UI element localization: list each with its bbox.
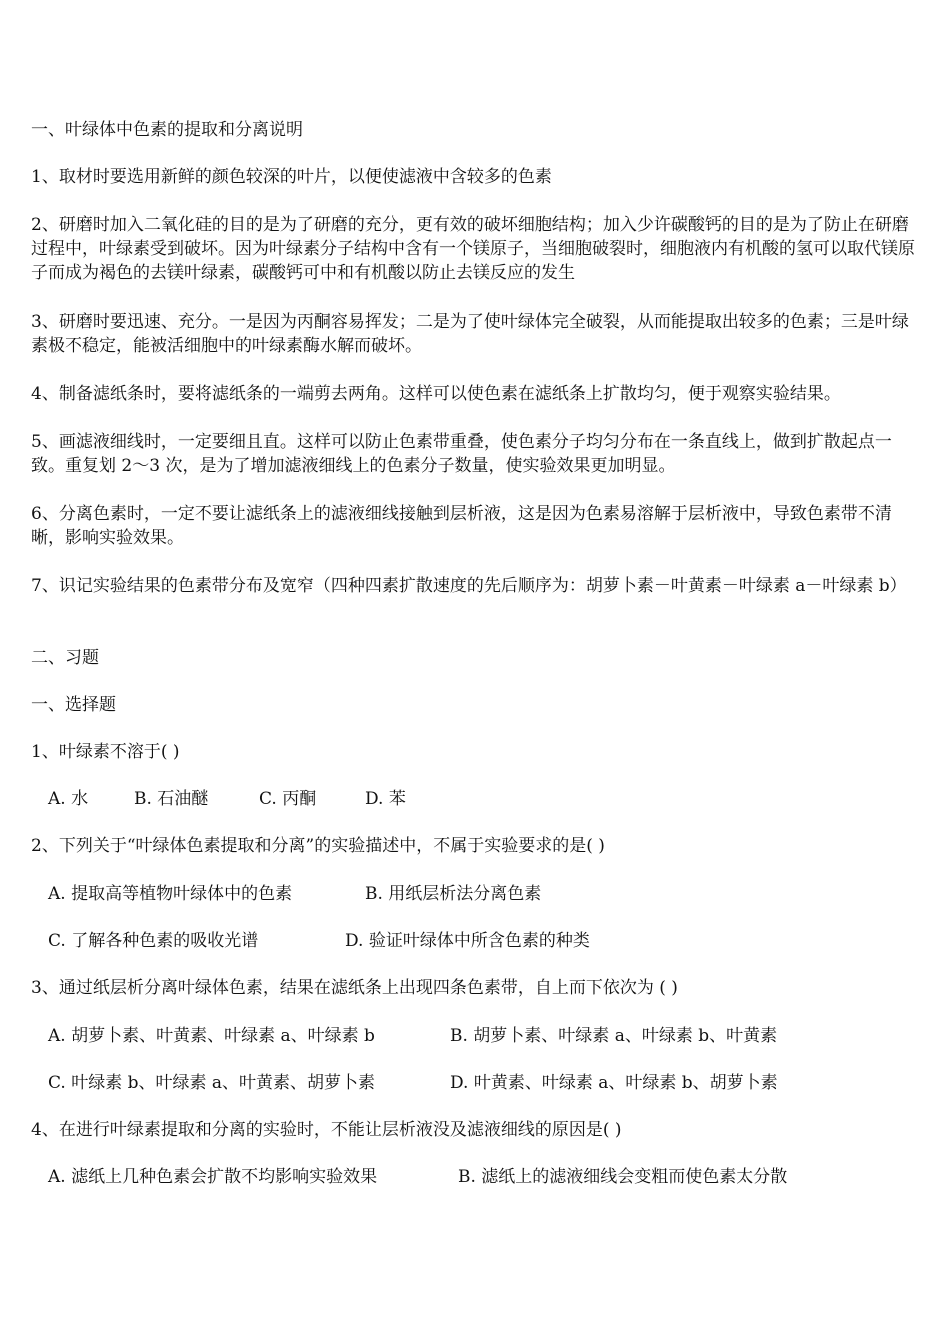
note-item-6: 6、分离色素时，一定不要让滤纸条上的滤液细线接触到层析液，这是因为色素易溶解于层析液中，导致色素带不清晰，影响实验效果。 — [31, 504, 892, 548]
question-1-stem: 1、叶绿素不溶于( ) — [31, 742, 180, 762]
note-item-5: 5、画滤液细线时，一定要细且直。这样可以防止色素带重叠，使色素分子均匀分布在一条直线上，做到扩散起点一致。重复划 2～3 次，是为了增加滤液细线上的色素分子数量，使实验效果更加明显。 — [31, 432, 892, 476]
question-2-stem: 2、下列关于“叶绿体色素提取和分离”的实验描述中，不属于实验要求的是( ) — [31, 836, 605, 856]
question-4-option-a: A. 滤纸上几种色素会扩散不均影响实验效果 — [48, 1167, 378, 1187]
note-item-2: 2、研磨时加入二氧化硅的目的是为了研磨的充分，更有效的破坏细胞结构；加入少许碳酸钙的目的是为了防止在研磨过程中，叶绿素受到破坏。因为叶绿素分子结构中含有一个镁原子，当细胞破裂时，细胞液内有机酸的氢可以取代镁原子而成为褐色的去镁叶绿素，碳酸钙可中和有机酸以防止去镁反应的发生 — [31, 215, 915, 283]
note-item-3: 3、研磨时要迅速、充分。一是因为丙酮容易挥发；二是为了使叶绿体完全破裂，从而能提取出较多的色素；三是叶绿素极不稳定，能被活细胞中的叶绿素酶水解而破坏。 — [31, 312, 909, 356]
question-4-stem: 4、在进行叶绿素提取和分离的实验时，不能让层析液没及滤液细线的原因是( ) — [31, 1120, 622, 1140]
section-heading-exercises: 二、习题 — [31, 648, 99, 668]
note-item-7: 7、识记实验结果的色素带分布及宽窄（四种四素扩散速度的先后顺序为：胡萝卜素－叶黄素－叶绿素 a－叶绿素 b） — [31, 576, 907, 596]
question-2-option-a: A. 提取高等植物叶绿体中的色素 — [48, 884, 293, 904]
note-item-4: 4、制备滤纸条时，要将滤纸条的一端剪去两角。这样可以使色素在滤纸条上扩散均匀，便于观察实验结果。 — [31, 384, 841, 404]
question-3-option-b: B. 胡萝卜素、叶绿素 a、叶绿素 b、叶黄素 — [450, 1026, 778, 1046]
question-3-option-a: A. 胡萝卜素、叶黄素、叶绿素 a、叶绿素 b — [48, 1026, 375, 1046]
section-heading: 一、叶绿体中色素的提取和分离说明 — [31, 120, 303, 140]
question-3-option-d: D. 叶黄素、叶绿素 a、叶绿素 b、胡萝卜素 — [450, 1073, 778, 1093]
note-item-1: 1、取材时要选用新鲜的颜色较深的叶片，以便使滤液中含较多的色素 — [31, 167, 552, 187]
question-1-option-a: A. 水 — [48, 789, 89, 809]
subsection-heading-choice: 一、选择题 — [31, 695, 116, 715]
question-4-option-b: B. 滤纸上的滤液细线会变粗而使色素太分散 — [458, 1167, 788, 1187]
question-2-option-c: C. 了解各种色素的吸收光谱 — [48, 931, 259, 951]
question-1-option-d: D. 苯 — [365, 789, 406, 809]
question-3-option-c: C. 叶绿素 b、叶绿素 a、叶黄素、胡萝卜素 — [48, 1073, 376, 1093]
question-2-option-b: B. 用纸层析法分离色素 — [365, 884, 542, 904]
question-1-option-b: B. 石油醚 — [134, 789, 209, 809]
question-2-option-d: D. 验证叶绿体中所含色素的种类 — [345, 931, 590, 951]
question-1-option-c: C. 丙酮 — [259, 789, 317, 809]
question-3-stem: 3、通过纸层析分离叶绿体色素，结果在滤纸条上出现四条色素带，自上而下依次为 ( ) — [31, 978, 678, 998]
